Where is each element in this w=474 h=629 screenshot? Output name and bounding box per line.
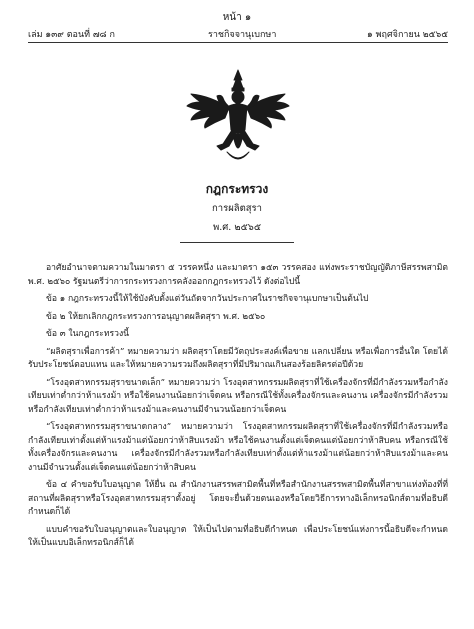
clause-4: ข้อ ๔ คำขอรับใบอนุญาต ให้ยื่น ณ สำนักงานสรรพสามิตพื้นที่หรือสำนักงานสรรพสามิตพื้นที่สาขาแห่งท้องที่ที่สถานที่ผลิตสุราหรือโรงอุตสาหกรรมสุราตั้งอยู่ โดยจะยื่นด้วยตนเองหรือโดยวิธีการทางอิเล็กทรอนิกส์ตามที่อธิบดีกำหนดก็ได้ [28,480,448,517]
volume-issue: เล่ม ๑๓๙ ตอนที่ ๗๘ ก [28,30,115,40]
document-subtitle: การผลิตสุรา [212,203,262,214]
definition-medium-factory: “โรงอุตสาหกรรมสุราขนาดกลาง” หมายความว่า โรงอุตสาหกรรมผลิตสุราที่ใช้เครื่องจักรที่มีกำลังรวมหรือกำลังเทียบเท่าตั้งแต่ห้าแรงม้าแต่น้อยกว่าห้าสิบแรงม้า หรือใช้คนงานตั้งแต่เจ็ดคนแต่น้อยกว่าห้าสิบคน หรือกรณีใช้ทั้งเครื่องจักรและคนงาน เครื่องจักรมีกำลังรวมหรือกำลังเทียบเท่าตั้งแต่ห้าแรงม้าแต่น้อยกว่าห้าสิบแรงม้าและคนงานมีจำนวนตั้งแต่เจ็ดคนแต่น้อยกว่าห้าสิบคน [28,422,448,473]
page-number: หน้า ๑ [222,12,252,23]
gazette-name: ราชกิจจานุเบกษา [208,30,277,40]
definition-small-factory: “โรงอุตสาหกรรมสุราขนาดเล็ก” หมายความว่า โรงอุตสาหกรรมผลิตสุราที่ใช้เครื่องจักรที่มีกำลังรวมหรือกำลังเทียบเท่าต่ำกว่าห้าแรงม้า หรือใช้คนงานน้อยกว่าเจ็ดคน หรือกรณีใช้ทั้งเครื่องจักรและคนงาน เครื่องจักรมีกำลังรวมหรือกำลังเทียบเท่าต่ำกว่าห้าแรงม้าและคนงานมีจำนวนน้อยกว่าเจ็ดคน [28,377,448,415]
garuda-emblem-icon [183,66,293,168]
definition-commercial-production: “ผลิตสุราเพื่อการค้า” หมายความว่า ผลิตสุราโดยมีวัตถุประสงค์เพื่อขาย แลกเปลี่ยน หรือเพื่อการอื่นใด โดยได้รับประโยชน์ตอบแทน และให้หมายความรวมถึงผลิตสุราที่มีปริมาณเกินสองร้อยลิตรต่อปีด้วย [28,346,448,370]
document-body [28,262,448,555]
preamble-paragraph: อาศัยอำนาจตามความในมาตรา ๕ วรรคหนึ่ง และมาตรา ๑๕๓ วรรคสอง แห่งพระราชบัญญัติภาษีสรรพสามิต พ.ศ. ๒๕๖๐ รัฐมนตรีว่าการกระทรวงการคลังออกกฎกระทรวงไว้ ดังต่อไปนี้ [28,263,448,287]
document-title: กฎกระทรวง [205,182,269,196]
clause-3: ข้อ ๓ ในกฎกระทรวงนี้ [46,329,130,339]
publication-date: ๑ พฤศจิกายน ๒๕๖๕ [367,30,448,40]
clause-4-form-paragraph: แบบคำขอรับใบอนุญาตและใบอนุญาต ให้เป็นไปตามที่อธิบดีกำหนด เพื่อประโยชน์แห่งการนี้อธิบดีจะกำหนดให้เป็นแบบอิเล็กทรอนิกส์ก็ได้ [28,524,448,548]
clause-2: ข้อ ๒ ให้ยกเลิกกฎกระทรวงการอนุญาตผลิตสุรา พ.ศ. ๒๕๖๐ [46,311,266,322]
clause-1: ข้อ ๑ กฎกระทรวงนี้ให้ใช้บังคับตั้งแต่วันถัดจากวันประกาศในราชกิจจานุเบกษาเป็นต้นไป [46,294,369,304]
header-rule [28,42,448,43]
document-year: พ.ศ. ๒๕๖๕ [212,222,262,233]
title-separator [180,242,294,243]
